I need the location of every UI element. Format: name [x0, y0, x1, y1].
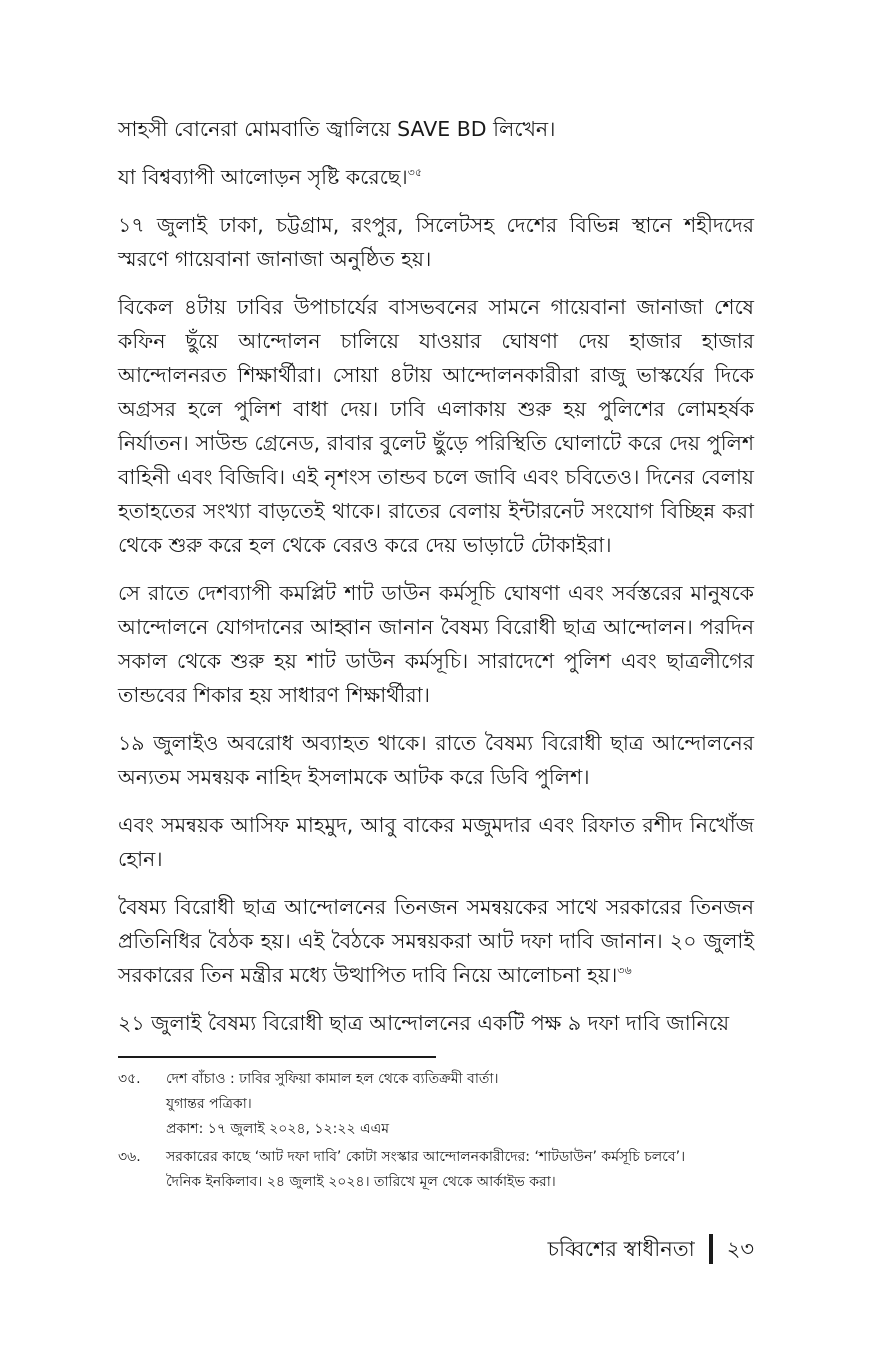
footnote-line: দৈনিক ইনকিলাব। ২৪ জুলাই ২০২৪। তারিখে মূল থেকে আর্কাইভ করা। — [166, 1174, 556, 1190]
paragraph — [118, 160, 754, 194]
footnote-ref[interactable]: ৩৫ — [407, 166, 422, 179]
footnote-line: যুগান্তর পত্রিকা। — [166, 1096, 252, 1112]
paragraph — [118, 112, 754, 146]
paragraph-text: সাহসী বোনেরা মোমবাতি জ্বালিয়ে SAVE BD লিখেন। — [118, 117, 556, 141]
footnote — [118, 1145, 754, 1195]
paragraph — [118, 808, 754, 876]
paragraph-text: ২১ জুলাই বৈষম্য বিরোধী ছাত্র আন্দোলনের একটি পক্ষ ৯ দফা দাবি জানিয়ে — [118, 1011, 730, 1035]
footnote-line: প্রকাশ: ১৭ জুলাই ২০২৪, ১২:২২ এএম — [166, 1121, 390, 1137]
footnotes — [118, 1067, 754, 1198]
paragraph-text: বৈষম্য বিরোধী ছাত্র আন্দোলনের তিনজন সমন্বয়কের সাথে সরকারের তিনজন প্রতিনিধির বৈঠক হয়। এই বৈঠকে সমন্বয়করা আট দফা দাবি জানান। ২০ জুলাই সরকারের তিন মন্ত্রীর মধ্যে উত্থাপিত দাবি নিয়ে আলোচনা হয়। — [118, 895, 754, 987]
footnote-body — [166, 1067, 754, 1142]
paragraph — [118, 890, 754, 992]
footnote-line: দেশ বাঁচাও : ঢাবির সুফিয়া কামাল হল থেকে ব্যতিক্রমী বার্তা। — [166, 1071, 499, 1087]
footnote-number: ৩৬. — [118, 1149, 141, 1165]
footnote — [118, 1067, 754, 1142]
paragraph-text: এবং সমন্বয়ক আসিফ মাহমুদ, আবু বাকের মজুমদার এবং রিফাত রশীদ নিখোঁজ হোন। — [118, 813, 754, 871]
paragraph — [118, 1006, 754, 1040]
paragraph — [118, 576, 754, 712]
footnote-body — [166, 1145, 754, 1195]
paragraph — [118, 726, 754, 794]
book-title: চব্বিশের স্বাধীনতা — [547, 1237, 695, 1261]
page-number: ২৩ — [726, 1237, 754, 1261]
paragraph-text: যা বিশ্বব্যাপী আলোড়ন সৃষ্টি করেছে। — [118, 165, 408, 189]
footnote-divider — [118, 1056, 436, 1058]
footnote-number: ৩৫. — [118, 1071, 141, 1087]
footnote-line: সরকারের কাছে ‘আট দফা দাবি’ কোটা সংস্কার আন্দোলনকারীদের: ‘শাটডাউন’ কর্মসূচি চলবে’। — [166, 1149, 686, 1165]
body-text — [118, 112, 754, 1054]
footnote-ref[interactable]: ৩৬ — [617, 964, 632, 977]
paragraph-text: বিকেল ৪টায় ঢাবির উপাচার্যের বাসভবনের সামনে গায়েবানা জানাজা শেষে কফিন ছুঁয়ে আন্দোলন চালিয়ে যাওয়ার ঘোষণা দেয় হাজার হাজার আন্দোলনরত শিক্ষার্থীরা। সোয়া ৪টায় আন্দোলনকারীরা রাজু ভাস্কর্যের দিকে অগ্রসর হলে পুলিশ বাধা দেয়। ঢাবি এলাকায় শুরু হয় পুলিশের লোমহর্ষক নির্যাতন। সাউন্ড গ্রেনেড, রাবার বুলেট ছুঁড়ে পরিস্থিতি ঘোলাটে করে দেয় পুলিশ বাহিনী এবং বিজিবি। এই নৃশংস তান্ডব চলে জাবি এবং চবিতেও। দিনের বেলায় হতাহতের সংখ্যা বাড়তেই থাকে। রাতের বেলায় ইন্টারনেট সংযোগ বিচ্ছিন্ন করা থেকে শুরু করে হল থেকে বেরও করে দেয় ভাড়াটে টোকাইরা। — [118, 295, 754, 557]
paragraph — [118, 208, 754, 276]
paragraph-text: ১৯ জুলাইও অবরোধ অব্যাহত থাকে। রাতে বৈষম্য বিরোধী ছাত্র আন্দোলনের অন্যতম সমন্বয়ক নাহিদ ইসলামকে আটক করে ডিবি পুলিশ। — [118, 731, 754, 789]
footer-separator — [709, 1234, 713, 1264]
paragraph — [118, 290, 754, 562]
page-footer — [548, 1232, 754, 1266]
paragraph-text: সে রাতে দেশব্যাপী কমপ্লিট শাট ডাউন কর্মসূচি ঘোষণা এবং সর্বস্তরের মানুষকে আন্দোলনে যোগদানের আহ্বান জানান বৈষম্য বিরোধী ছাত্র আন্দোলন। পরদিন সকাল থেকে শুরু হয় শাট ডাউন কর্মসূচি। সারাদেশে পুলিশ এবং ছাত্রলীগের তান্ডবের শিকার হয় সাধারণ শিক্ষার্থীরা। — [118, 581, 754, 707]
paragraph-text: ১৭ জুলাই ঢাকা, চট্টগ্রাম, রংপুর, সিলেটসহ দেশের বিভিন্ন স্থানে শহীদদের স্মরণে গায়েবানা জানাজা অনুষ্ঠিত হয়। — [118, 213, 754, 271]
